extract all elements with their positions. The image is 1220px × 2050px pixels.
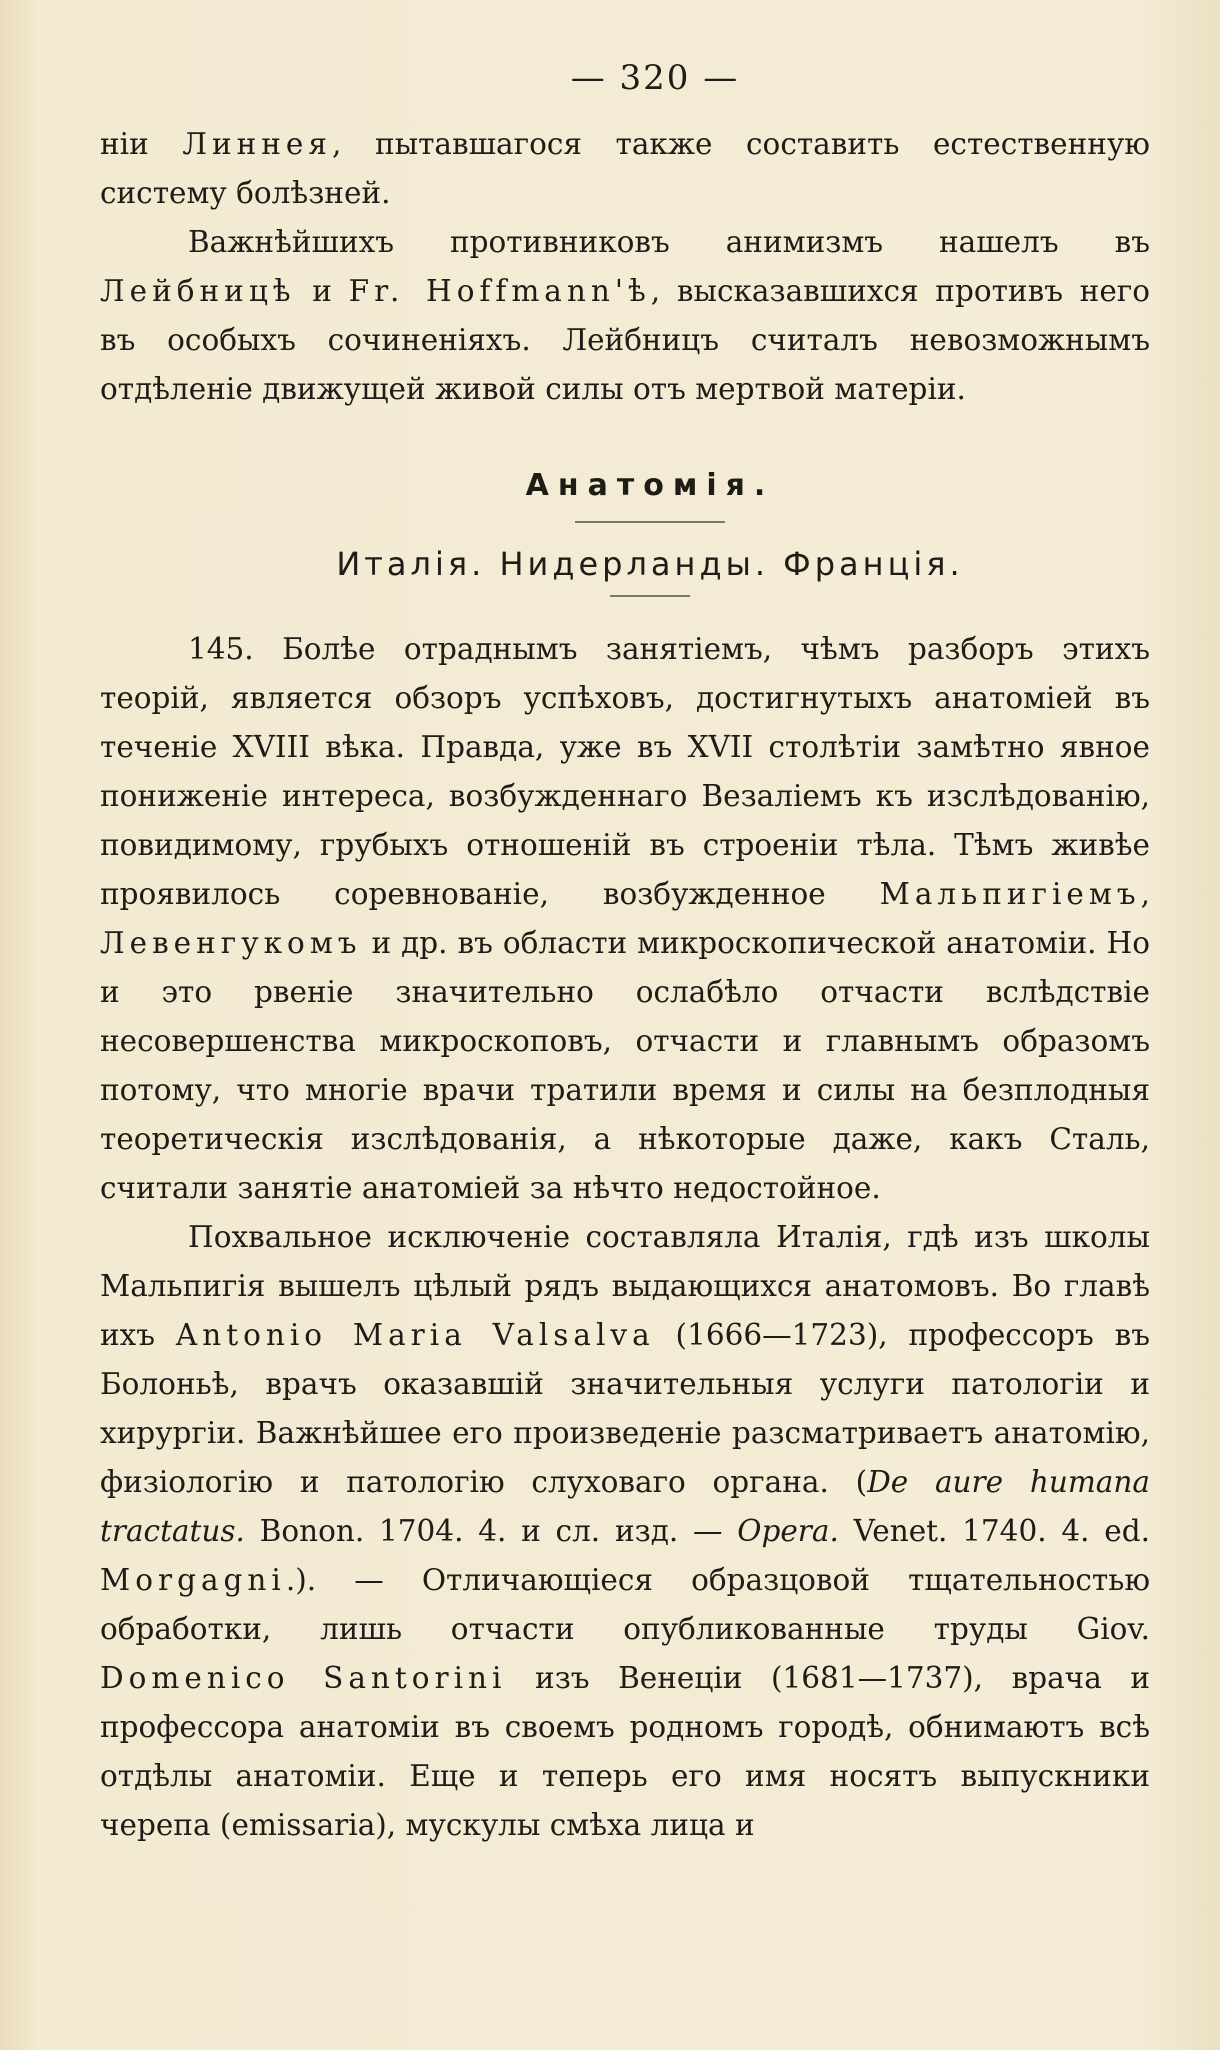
text-run: ,	[1140, 877, 1150, 911]
paragraph-145	[100, 625, 1150, 1213]
name-hoffmann: Fr. Hoffmann'ѣ	[348, 274, 651, 308]
work-title-opera: Opera.	[737, 1514, 839, 1548]
name-malpighi: Мальпигіемъ	[879, 877, 1141, 911]
text-run: Bonon. 1704. 4. и сл. изд. —	[244, 1514, 738, 1548]
text-run: и	[295, 274, 349, 308]
text-run: .). — Отличающіеся образцовой тщательностью обработки, лишь отчасти опубликованные труды Giov.	[100, 1563, 1150, 1646]
paragraph-valsalva	[100, 1213, 1150, 1850]
text-run: 145. Болѣе отраднымъ занятіемъ, чѣмъ разборъ этихъ теорій, является обзоръ успѣховъ, достигнутыхъ анатоміей въ теченіе XVIII вѣка. Правда, уже въ XVII столѣтіи замѣтно явное пониженіе интереса, возбужденнаго Везаліемъ къ изслѣдованію, повидимому, грубыхъ отношеній въ строеніи тѣла. Тѣмъ живѣе проявилось соревнованіе, возбужденное	[100, 632, 1150, 911]
name-linnaeus: Линнея	[182, 127, 332, 161]
section-divider	[575, 521, 725, 523]
text-run: (1666—1723), профессоръ въ Болоньѣ, врачъ оказавшій значительныя услуги патологіи и хирургіи. Важнѣйшее его произведеніе разсматриваетъ анатомію, физіологію и патологію слуховаго органа. (	[100, 1318, 1150, 1499]
text-run: , высказавшихся противъ него въ особыхъ сочиненіяхъ. Лейбницъ считалъ невозможнымъ отдѣленіе движущей живой силы отъ мертвой матеріи.	[100, 274, 1150, 406]
text-run: ніи	[100, 127, 183, 161]
work-title-de-aure: De aure humana tractatus.	[100, 1465, 1150, 1548]
text-run: , пытавшагося также составить естественную систему болѣзней.	[100, 127, 1150, 210]
paragraph-intro	[100, 120, 1150, 218]
text-run: Важнѣйшихъ противниковъ анимизмъ нашелъ въ	[188, 225, 1150, 259]
section-title: Анатомія.	[525, 468, 775, 503]
page-number: — 320 —	[570, 58, 740, 98]
paragraph-leibniz	[100, 218, 1150, 414]
name-morgagni: Morgagni	[100, 1563, 286, 1597]
subtitle-divider	[610, 595, 690, 597]
name-valsalva: Antonio Maria Valsalva	[175, 1318, 655, 1352]
name-santorini: Domenico Santorini	[100, 1661, 507, 1695]
name-leibniz: Лейбницѣ	[100, 274, 296, 308]
text-run: и др. въ области микроскопической анатоміи. Но и это рвеніе значительно ослабѣло отчасти вслѣдствіе несовершенства микроскоповъ, отчасти и главнымъ образомъ потому, что многіе врачи тратили время и силы на безплодныя теоретическія изслѣдованія, а нѣкоторые даже, какъ Сталь, считали занятіе анатоміей за нѣчто недостойное.	[100, 926, 1150, 1205]
body-text	[100, 120, 1150, 1850]
text-run: изъ Венеціи (1681—1737), врача и профессора анатоміи въ своемъ родномъ городѣ, обнимаютъ всѣ отдѣлы анатоміи. Еще и теперь его имя носятъ выпускники черепа (emissaria), мускулы смѣха лица и	[100, 1661, 1150, 1842]
section-subtitle: Италія. Нидерланды. Франція.	[336, 545, 964, 583]
text-run: Venet. 1740. 4. ed.	[838, 1514, 1150, 1548]
text-run: Похвальное исключеніе составляла Италія, гдѣ изъ школы Мальпигія вышелъ цѣлый рядъ выдающихся анатомовъ. Во главѣ ихъ	[100, 1220, 1150, 1352]
name-leeuwenhoek: Левенгукомъ	[100, 926, 362, 960]
